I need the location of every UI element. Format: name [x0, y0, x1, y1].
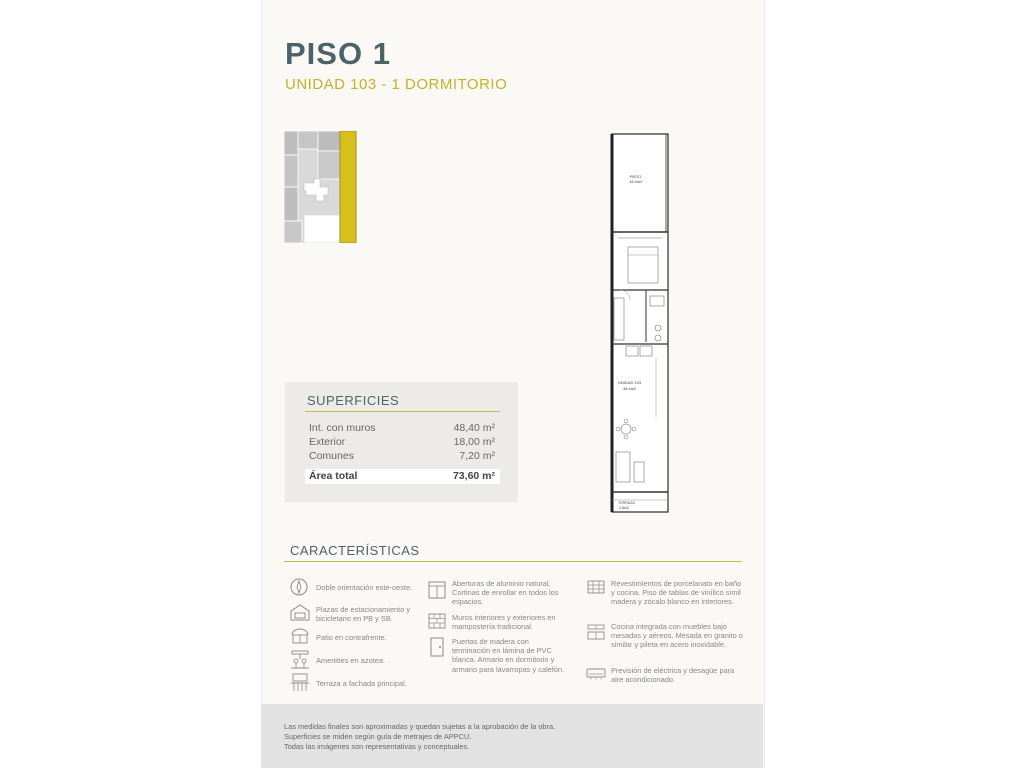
patio-icon	[290, 627, 310, 644]
tiles-icon	[587, 580, 605, 594]
feature-flooring: Revestimientos de porcelanato en baño y cocina. Piso de tablas de vinílico símil madera y zócalo blanco en interiores.	[611, 579, 742, 607]
total-area-value: 73,60 m²	[452, 470, 495, 482]
window-icon	[428, 581, 446, 599]
terrace-area: 2.8m2	[619, 506, 629, 510]
page-subtitle: UNIDAD 103 - 1 DORMITORIO	[285, 76, 508, 93]
superficie-row	[309, 422, 495, 434]
door-icon	[430, 637, 444, 657]
terrace-label: TERRAZA	[618, 501, 635, 505]
feature-patio: Patio en contrafrente.	[316, 633, 387, 642]
superficie-row	[309, 450, 495, 462]
feature-air-conditioning: Previsión de eléctrica y desagüe para aire acondicionado.	[611, 666, 735, 685]
caracteristicas-title: CARACTERÍSTICAS	[290, 543, 420, 558]
superficie-value: 48,40 m²	[453, 422, 495, 434]
patio-label: PATIO	[630, 174, 642, 179]
caracteristicas-divider	[284, 561, 742, 562]
superficie-label: Exterior	[309, 436, 346, 448]
superficies-title: SUPERFICIES	[307, 393, 400, 408]
air-conditioner-icon	[586, 668, 606, 680]
terrace-icon	[290, 673, 310, 692]
superficie-row	[309, 436, 495, 448]
page-title: PISO 1	[285, 36, 391, 71]
feature-amenities: Amenities en azotea.	[316, 656, 386, 665]
total-area-label: Área total	[309, 470, 358, 482]
feature-parking: Plazas de estacionamiento y bicicletario en PB y SB.	[316, 605, 411, 624]
superficies-box	[285, 382, 518, 502]
superficies-divider	[305, 411, 500, 412]
patio-area: 18.4m2	[629, 179, 643, 184]
brick-wall-icon	[428, 613, 446, 629]
feature-kitchen: Cocina integrada con muebles bajo mesadas y aéreos. Mesada en granito o similar y pileta en acero inoxidable.	[611, 622, 743, 650]
superficie-value: 18,00 m²	[453, 436, 495, 448]
superficie-label: Int. con muros	[309, 422, 376, 434]
key-plan-diagram	[284, 131, 358, 243]
feature-walls: Muros interiores y exteriores en mampostería tradicional.	[452, 613, 556, 632]
rooftop-icon	[290, 650, 310, 669]
garage-icon	[290, 603, 310, 621]
unit-floor-plan	[606, 132, 672, 516]
disclaimer-line: Superficies se miden según guía de metrajes de APPCU.	[284, 732, 472, 741]
disclaimer-line: Todas las imágenes son representativas y conceptuales.	[284, 742, 470, 751]
feature-orientation: Doble orientación este-oeste.	[316, 583, 413, 592]
disclaimer-footer	[261, 704, 763, 768]
compass-icon	[290, 578, 308, 596]
feature-doors: Puertas de madera con terminación en lámina de PVC blanca. Armario en dormitorio y armario para lavarropas y calefón.	[452, 637, 565, 674]
disclaimer-line: Las medidas finales son aproximadas y quedan sujetas a la aprobación de la obra.	[284, 722, 556, 731]
total-area-row	[305, 469, 500, 484]
feature-terrace: Terraza a fachada principal.	[316, 679, 407, 688]
kitchen-icon	[587, 624, 605, 640]
feature-windows: Aberturas de aluminio natural. Cortinas de enrollar en todos los espacios.	[452, 579, 559, 607]
unit-area: 48.4m2	[623, 386, 637, 391]
unit-label: UNIDAD 103	[618, 380, 642, 385]
superficie-value: 7,20 m²	[459, 450, 495, 462]
superficie-label: Comunes	[309, 450, 354, 462]
